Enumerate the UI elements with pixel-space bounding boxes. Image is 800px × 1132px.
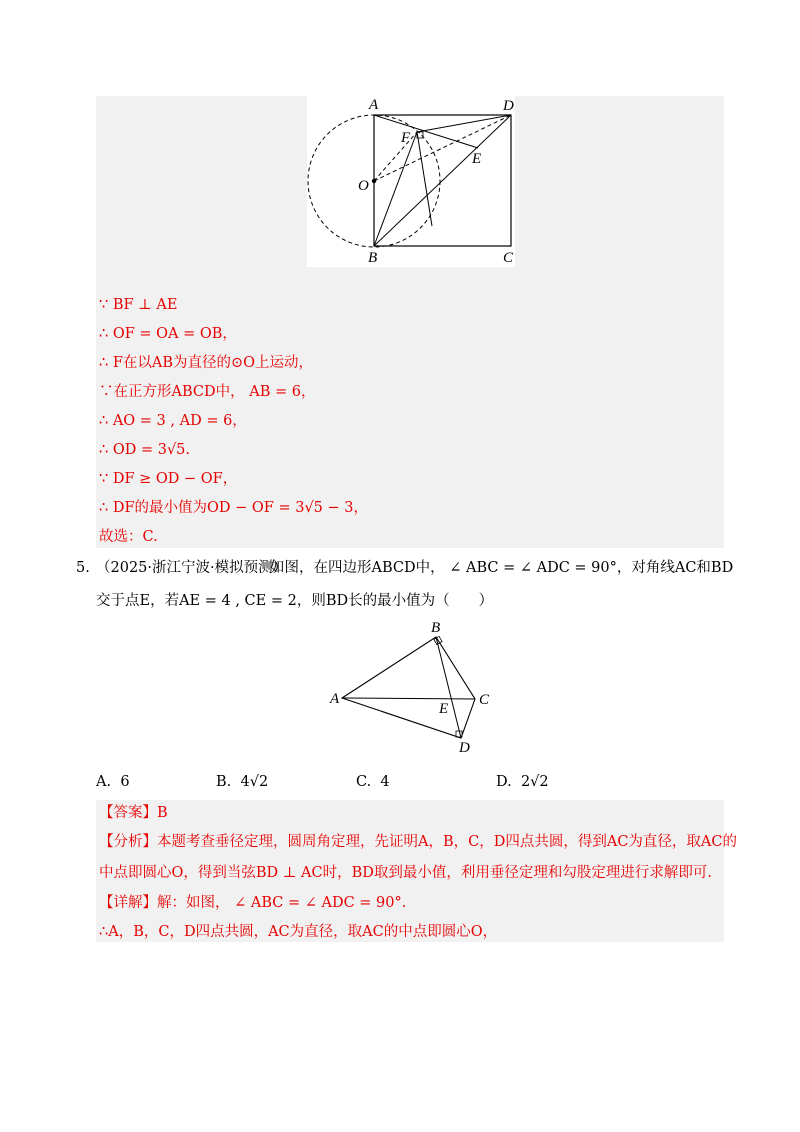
detail-line-2: ∴A，B，C，D四点共圆，AC为直径，取AC的中点即圆心O， xyxy=(99,924,498,940)
solution-line-3: ∴ F在以AB为直径的⊙O上运动， xyxy=(99,355,314,371)
answer-value: B xyxy=(157,805,168,821)
analysis-text-1: 本题考查垂径定理，圆周角定理，先证明A，B，C，D四点共圆，得到AC为直径，取AC的 xyxy=(157,834,737,850)
solution-line-7: ∵ DF ≥ OD − OF， xyxy=(99,471,238,487)
option-c-value: 4 xyxy=(380,774,390,790)
fig2-label-D: D xyxy=(459,740,470,755)
option-d-key: D. xyxy=(496,774,512,790)
analysis-line-2: 中点即圆心O，得到当弦BD ⊥ AC时，BD取到最小值，利用垂径定理和勾股定理进行求解即可. xyxy=(99,865,712,881)
solution-line-8: ∴ DF的最小值为OD − OF = 3√5 − 3， xyxy=(99,500,368,516)
option-b-key: B. xyxy=(216,774,232,790)
option-d[interactable] xyxy=(496,774,549,790)
option-b-value: 4√2 xyxy=(240,774,269,790)
solution-line-9: 故选：C. xyxy=(99,529,158,545)
question-source: （2025·浙江宁波·模拟预测） xyxy=(96,560,288,576)
fig2-label-C: C xyxy=(479,692,490,708)
fig2-label-B: B xyxy=(431,620,441,636)
question-stem-1: 如图，在四边形ABCD中， ∠ ABC = ∠ ADC = 90°，对角线AC和BD xyxy=(270,560,734,576)
question-stem-2: 交于点E，若AE = 4 , CE = 2，则BD长的最小值为（ ） xyxy=(96,593,494,609)
solution-line-6: ∴ OD = 3√5. xyxy=(99,442,191,458)
label-C: C xyxy=(503,250,514,266)
detail-line-1 xyxy=(99,893,406,913)
solution-line-1: ∵ BF ⊥ AE xyxy=(99,297,178,313)
option-a-value: 6 xyxy=(120,774,130,790)
figure-square-circle xyxy=(307,96,515,267)
option-c-key: C. xyxy=(356,774,372,790)
answer-line xyxy=(99,803,168,823)
figure-quadrilateral xyxy=(325,615,505,755)
solution-line-4: ∵在正方形ABCD中， AB = 6， xyxy=(99,384,316,400)
label-O: O xyxy=(358,178,369,194)
detail-text-1: 解：如图， ∠ ABC = ∠ ADC = 90°. xyxy=(157,895,407,911)
label-D: D xyxy=(503,98,514,114)
solution-line-2: ∴ OF = OA = OB， xyxy=(99,326,237,342)
solution-line-5: ∴ AO = 3 , AD = 6， xyxy=(99,413,247,429)
option-a-key: A. xyxy=(96,774,112,790)
label-B: B xyxy=(368,250,378,266)
label-E: E xyxy=(472,151,482,167)
option-b[interactable] xyxy=(216,774,268,790)
option-c[interactable] xyxy=(356,774,390,790)
option-d-value: 2√2 xyxy=(520,774,549,790)
label-A: A xyxy=(369,97,379,113)
option-a[interactable] xyxy=(96,774,130,790)
analysis-tag: 【分析】 xyxy=(99,834,157,850)
label-F: F xyxy=(401,130,411,146)
fig2-label-A: A xyxy=(330,691,340,707)
fig2-label-E: E xyxy=(439,701,449,717)
detail-tag: 【详解】 xyxy=(99,895,157,911)
analysis-line-1 xyxy=(99,832,737,852)
question-number: 5. xyxy=(76,560,90,576)
answer-tag: 【答案】 xyxy=(99,805,157,821)
